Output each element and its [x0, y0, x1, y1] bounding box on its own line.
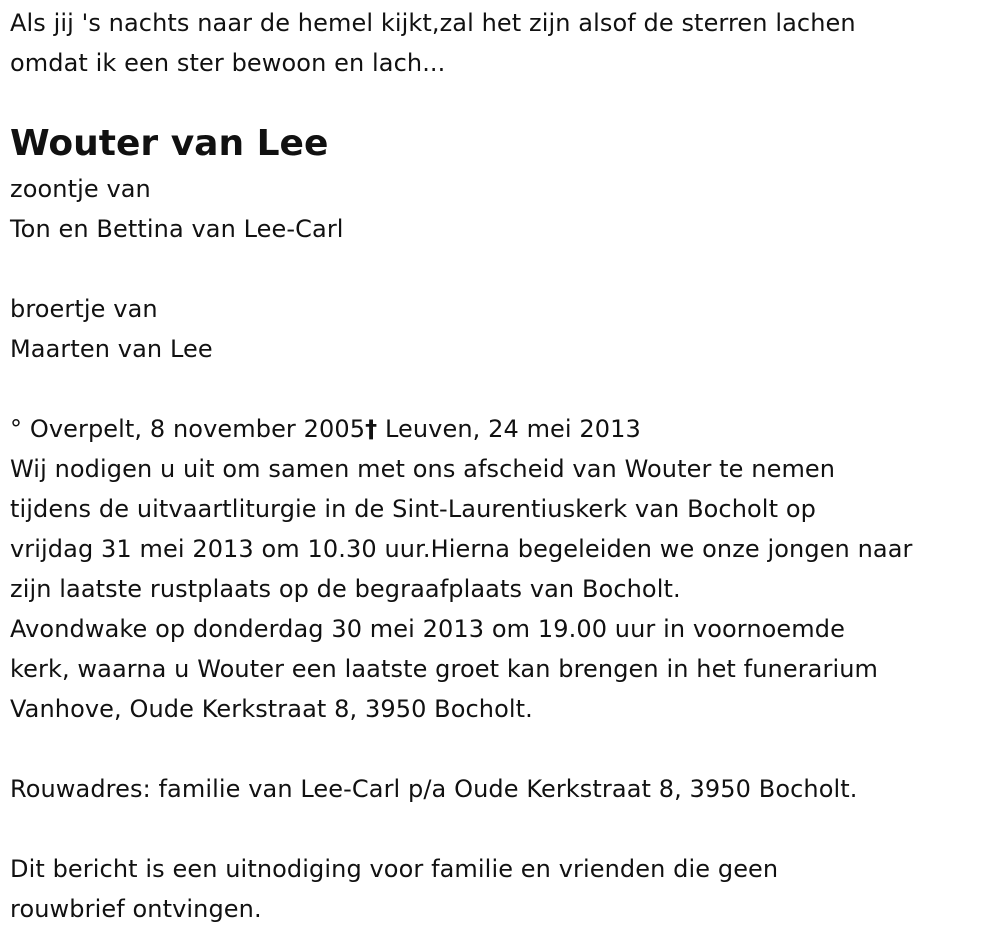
wake-line: Vanhove, Oude Kerkstraat 8, 3950 Bocholt. [10, 695, 533, 723]
wake-line: Avondwake op donderdag 30 mei 2013 om 19.00 uur in voornoemde [10, 615, 845, 643]
wake-paragraph [10, 609, 995, 729]
quote [10, 3, 995, 83]
notice-paragraph [10, 849, 995, 929]
funeral-line: vrijdag 31 mei 2013 om 10.30 uur.Hierna begeleiden we onze jongen naar [10, 535, 913, 563]
quote-line-2: omdat ik een ster bewoon en lach... [10, 49, 446, 77]
obituary-notice [10, 3, 995, 929]
deceased-name: Wouter van Lee [10, 123, 329, 164]
spacer [10, 729, 995, 769]
death-date: Leuven, 24 mei 2013 [377, 415, 641, 443]
notice-line: rouwbrief ontvingen. [10, 895, 262, 923]
notice-line: Dit bericht is een uitnodiging voor familie en vrienden die geen [10, 855, 779, 883]
spacer [10, 809, 995, 849]
wake-line: kerk, waarna u Wouter een laatste groet kan brengen in het funerarium [10, 655, 879, 683]
mourning-address: Rouwadres: familie van Lee-Carl p/a Oude Kerkstraat 8, 3950 Bocholt. [10, 775, 858, 803]
funeral-line: tijdens de uitvaartliturgie in de Sint-Laurentiuskerk van Bocholt op [10, 495, 816, 523]
spacer [10, 249, 995, 289]
brother-name: Maarten van Lee [10, 335, 213, 363]
spacer [10, 369, 995, 409]
funeral-line: Wij nodigen u uit om samen met ons afscheid van Wouter te nemen [10, 455, 836, 483]
birth-date: ° Overpelt, 8 november 2005 [10, 415, 366, 443]
life-dates [10, 409, 995, 449]
son-of-label: zoontje van [10, 175, 151, 203]
funeral-line: zijn laatste rustplaats op de begraafplaats van Bocholt. [10, 575, 681, 603]
parents-names: Ton en Bettina van Lee-Carl [10, 215, 344, 243]
brother-of-label: broertje van [10, 295, 158, 323]
quote-line-1: Als jij 's nachts naar de hemel kijkt,zal het zijn alsof de sterren lachen [10, 9, 856, 37]
funeral-paragraph [10, 449, 995, 609]
cross-icon: † [365, 415, 378, 443]
